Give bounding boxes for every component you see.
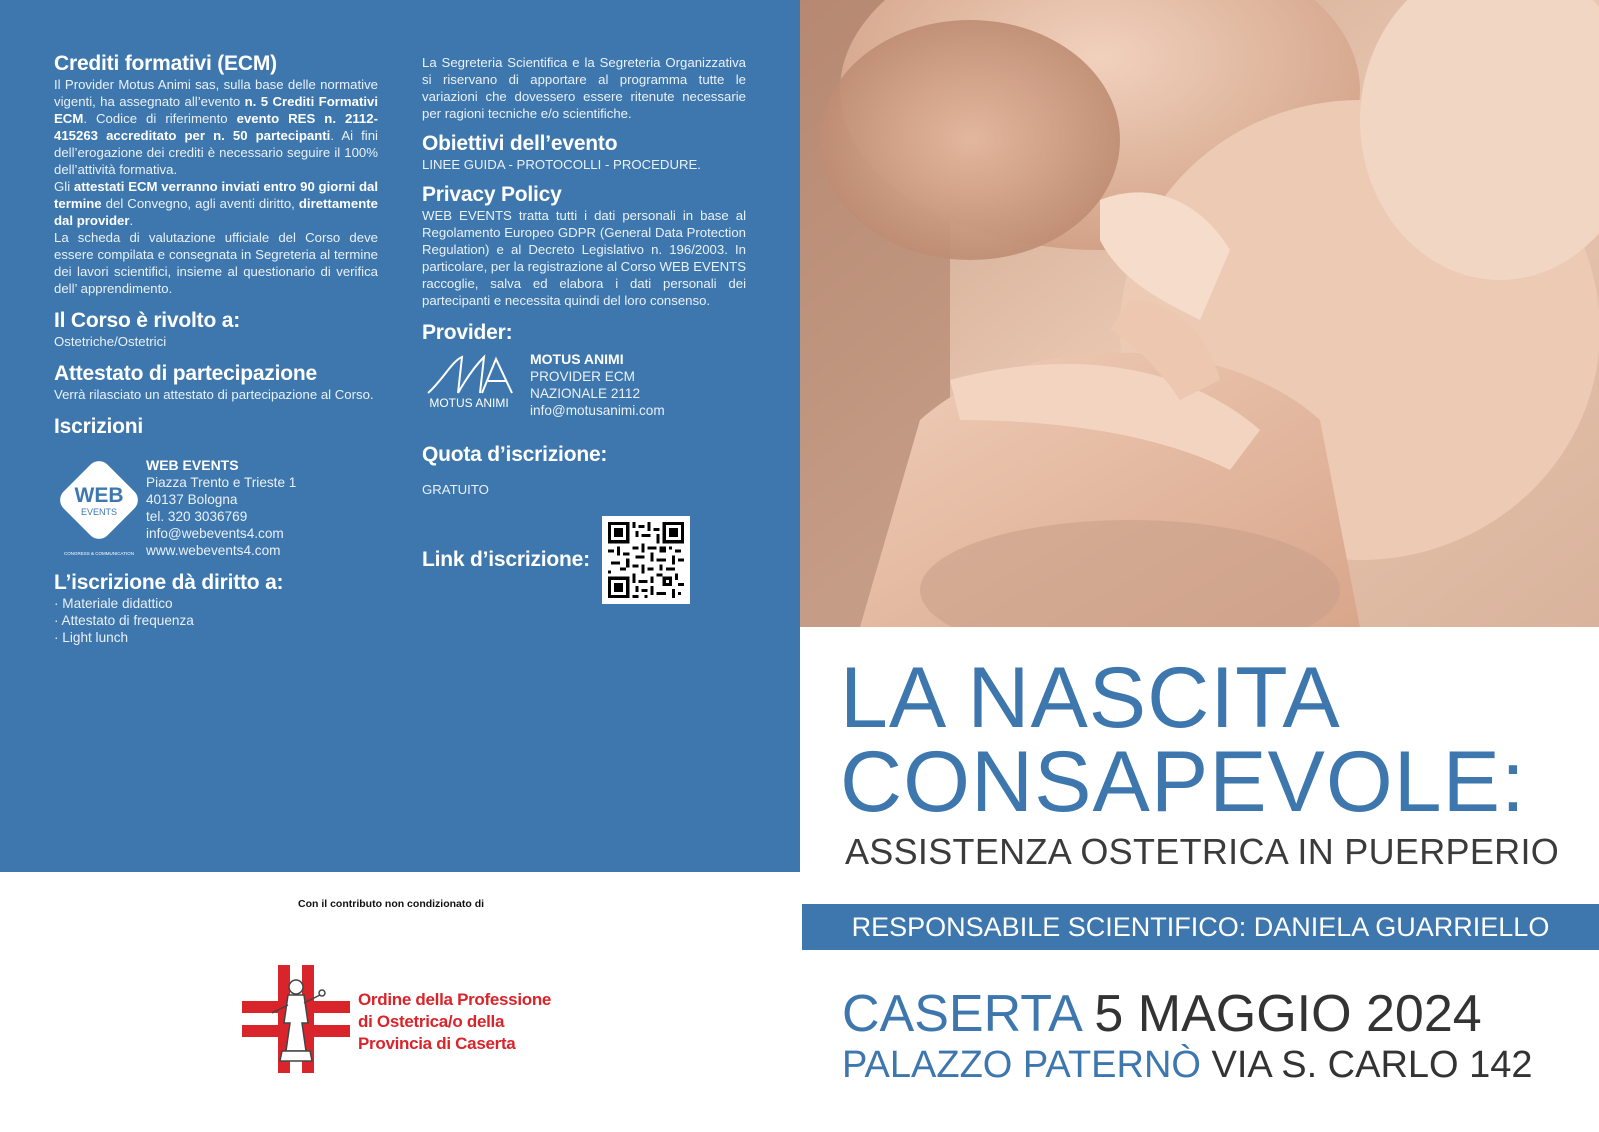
event-city: CASERTA bbox=[842, 985, 1080, 1043]
privacy-text: WEB EVENTS tratta tutti i dati personali in base al Regolamento Europeo GDPR (General Data Protection Regulation) e al Decreto Legislativo n. 196/2003. In particolare, per la registrazione al Corso WEB EVENTS raccoglie, salva ed elabora i dati personali dei partecipanti e necessita quindi del loro consenso. bbox=[422, 208, 746, 308]
svg-text:CONGRESS & COMMUNICATION: CONGRESS & COMMUNICATION bbox=[64, 551, 134, 556]
event-venue: PALAZZO PATERNÒ bbox=[842, 1044, 1201, 1086]
event-date: 5 MAGGIO 2024 bbox=[1094, 985, 1482, 1043]
list-item: · Attestato di frequenza bbox=[54, 613, 194, 628]
svg-text:WEB: WEB bbox=[74, 484, 124, 507]
provider-heading: Provider: bbox=[422, 321, 513, 344]
webevents-email[interactable]: info@webevents4.com bbox=[146, 526, 284, 541]
webevents-address-1: Piazza Trento e Trieste 1 bbox=[146, 475, 297, 490]
quota-text: GRATUITO bbox=[422, 482, 489, 497]
left-column bbox=[54, 52, 378, 646]
motusanimi-line-2: PROVIDER ECM bbox=[530, 369, 635, 384]
segreteria-text: La Segreteria Scientifica e la Segreteria Organizzativa si riservano di apportare al programma tutte le variazioni che dovessero essere ritenute necessarie per ragioni tecniche e/o scientifiche. bbox=[422, 55, 746, 121]
webevents-website[interactable]: www.webevents4.com bbox=[146, 543, 281, 558]
webevents-name: WEB EVENTS bbox=[146, 457, 239, 473]
attestato-text: Verrà rilasciato un attestato di partecipazione al Corso. bbox=[54, 387, 374, 402]
svg-text:EVENTS: EVENTS bbox=[80, 507, 118, 517]
attestato-heading: Attestato di partecipazione bbox=[54, 362, 317, 385]
ecm-paragraph-1: Il Provider Motus Animi sas, sulla base delle normative vigenti, ha assegnato all’evento n. 5 Crediti Formativi ECM. Codice di riferimento evento RES n. 2112-415263 accreditato per n. 50 partecipanti. Ai fini dell’erogazione dei crediti è necessario seguire il 100% dell’attività formativa. bbox=[54, 77, 378, 177]
webevents-logo bbox=[54, 457, 144, 565]
middle-column bbox=[422, 54, 746, 604]
ecm-paragraph-3: La scheda di valutazione ufficiale del Corso deve essere compilata e consegnata in Segreteria al termine dei lavori scientifici, insieme al questionario di verifica dell’ apprendimento. bbox=[54, 230, 378, 296]
venue-line bbox=[842, 1044, 1533, 1086]
obiettivi-heading: Obiettivi dell’evento bbox=[422, 132, 618, 155]
ordine-line-2: di Ostetrica/o della bbox=[358, 1011, 505, 1031]
ordine-line-1: Ordine della Professione bbox=[358, 989, 552, 1009]
webevents-address-2: 40137 Bologna bbox=[146, 492, 238, 507]
webevents-contact bbox=[54, 457, 378, 565]
qr-code[interactable] bbox=[602, 516, 690, 604]
title-line-1: LA NASCITA bbox=[840, 650, 1341, 746]
diritto-heading: L’iscrizione dà diritto a: bbox=[54, 571, 284, 594]
city-date bbox=[842, 986, 1482, 1042]
diritto-list bbox=[54, 595, 378, 646]
motusanimi-email[interactable]: info@motusanimi.com bbox=[530, 403, 665, 418]
ordine-line-3: Provincia di Caserta bbox=[358, 1033, 516, 1053]
webevents-phone[interactable]: tel. 320 3036769 bbox=[146, 509, 248, 524]
sponsor-caption: Con il contributo non condizionato di bbox=[298, 898, 485, 910]
motusanimi-line-3: NAZIONALE 2112 bbox=[530, 386, 641, 401]
list-item: · Light lunch bbox=[54, 630, 129, 645]
iscrizioni-heading: Iscrizioni bbox=[54, 415, 144, 438]
link-heading: Link d’iscrizione: bbox=[422, 548, 590, 571]
event-title bbox=[840, 650, 1526, 830]
title-line-2: CONSAPEVOLE: bbox=[840, 734, 1526, 830]
link-row bbox=[422, 516, 746, 604]
motusanimi-contact bbox=[422, 351, 746, 419]
ecm-heading: Crediti formativi (ECM) bbox=[54, 52, 277, 75]
motusanimi-name: MOTUS ANIMI bbox=[530, 351, 624, 367]
ordine-emblem bbox=[242, 965, 350, 1078]
obiettivi-text: LINEE GUIDA - PROTOCOLLI - PROCEDURE. bbox=[422, 157, 701, 172]
target-text: Ostetriche/Ostetrici bbox=[54, 334, 167, 349]
motusanimi-logo bbox=[422, 351, 520, 411]
privacy-heading: Privacy Policy bbox=[422, 183, 562, 206]
ordine-name bbox=[358, 989, 551, 1055]
quota-heading: Quota d’iscrizione: bbox=[422, 443, 608, 466]
cover-photo bbox=[800, 0, 1599, 627]
ordine-logo-block bbox=[242, 965, 551, 1078]
event-address: VIA S. CARLO 142 bbox=[1211, 1044, 1533, 1086]
event-subtitle: ASSISTENZA OSTETRICA IN PUERPERIO bbox=[845, 831, 1560, 872]
ecm-paragraph-2: Gli attestati ECM verranno inviati entro 90 giorni dal termine del Convegno, agli aventi diritto, direttamente dal provider. bbox=[54, 179, 378, 228]
target-heading: Il Corso è rivolto a: bbox=[54, 309, 240, 332]
responsabile-bar: RESPONSABILE SCIENTIFICO: DANIELA GUARRIELLO bbox=[802, 904, 1599, 950]
svg-text:MOTUS ANIMI: MOTUS ANIMI bbox=[429, 396, 509, 410]
list-item: · Materiale didattico bbox=[54, 596, 173, 611]
